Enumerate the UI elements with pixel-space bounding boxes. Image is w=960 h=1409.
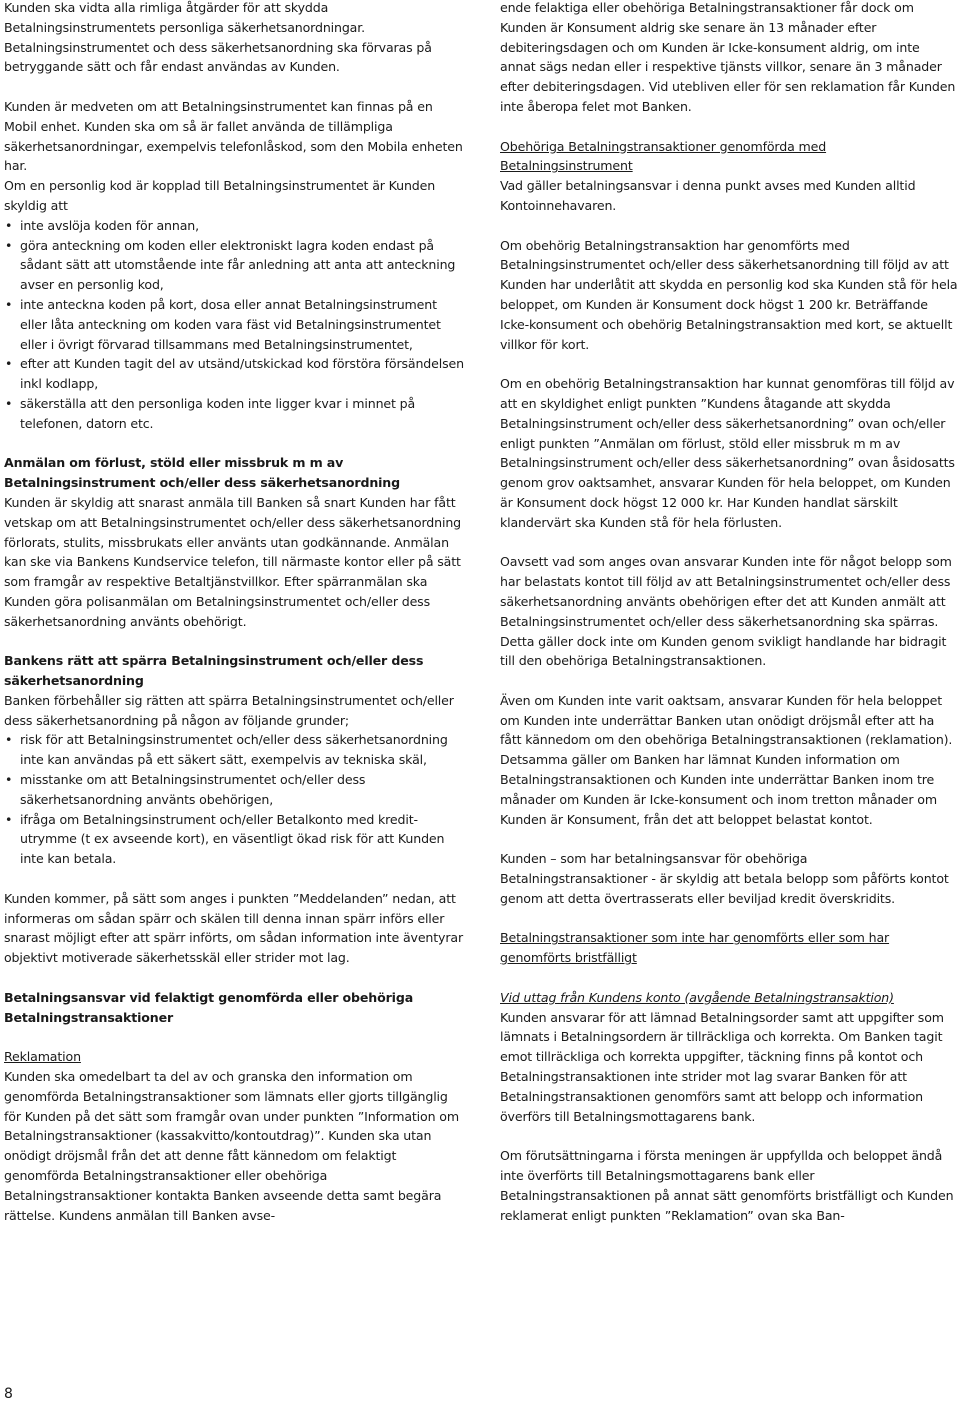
heading-anmalan: Anmälan om förlust, stöld eller missbruk m m av Betalningsinstrument och/eller dess säkerhetsanordning xyxy=(4,455,400,491)
paragraph-aven: Även om Kunden inte varit oaktsam, ansvarar Kunden för hela beloppet om Kunden inte underrättar Banken utan onödigt dröjsmål efter att ha fått kännedom om den obehöriga Betalningstransaktionen (reklamation). Detsamma gäller om Banken har lämnat Kunden information om Betalningstransaktionen och Kunden inte underrättar Banken inom tre månader om Kunden är Icke-konsument och inom tretton månader om Kunden är Konsument, från det att beloppet belastat kontot. xyxy=(500,692,953,827)
paragraph-vad: Vad gäller betalningsansvar i denna punkt avses med Kunden alltid Kontoinnehavaren. xyxy=(500,178,916,213)
paragraph-oavsett: Oavsett vad som anges ovan ansvarar Kunden inte för något belopp som har belastats kontot till följd av att Betalningsinstrumentet och/eller dess säkerhetsanordning använts obehörigen efter det att Kunden anmält att Betalningsinstrumentet och/eller dess säkerhetsanordning ska spärras. Detta gäller dock inte om Kunden genom svikligt handlande har bidragit till den obehöriga Betalningstransaktionen. xyxy=(500,554,952,669)
subheading-vid-uttag: Vid uttag från Kundens konto (avgående Betalningstransaktion) xyxy=(500,989,894,1005)
heading-sparra: Bankens rätt att spärra Betalningsinstrument och/eller dess säkerhetsanordning xyxy=(4,653,424,689)
list-item: • säkerställa att den personliga koden inte ligger kvar i minnet på telefonen, datorn etc. xyxy=(4,394,466,434)
paragraph-grov: Om en obehörig Betalningstransaktion har kunnat genomföras till följd av att en skyldighet enligt punkten ”Kundens åtagande att skydda Betalningsinstrument och/eller dess säkerhetsanordning” ovan och/eller enligt punkten ”Anmälan om förlust, stöld eller missbruk m m av Betalningsinstrument och/eller dess säkerhetsanordning” ovan åsidosatts genom grov oaktsamhet, ansvarar Kunden för hela beloppet, om Kunden är Konsument dock högst 12 000 kr. Har Kunden handlat särskilt klandervärt ska Kunden stå för hela förlusten. xyxy=(500,376,955,530)
paragraph-vid-uttag: Kunden ansvarar för att lämnad Betalningsorder samt att uppgifter som lämnats i Betalningsordern är tillräckliga och korrekta. Om Banken tagit emot tillräckliga och korrekta uppgifter, täckning finns på kontot och Betalningstransaktionen inte strider mot lag svarar Banken för att Betalningstransaktionen genomförs samt att belopp och information överförs till Betalningsmottagarens bank. xyxy=(500,1009,944,1124)
paragraph-mobil: Kunden är medveten om att Betalningsinstrumentet kan finnas på en Mobil enhet. Kunden ska om så är fallet använda de tillämpliga säkerhetsanordningar, exempelvis telefonlåskod, som den Mobila enheten har. xyxy=(4,98,463,174)
right-column xyxy=(500,0,958,1245)
kod-list xyxy=(4,216,466,434)
list-item: • inte avslöja koden för annan, xyxy=(4,216,466,236)
left-column xyxy=(4,0,466,1245)
heading-ansvar: Betalningsansvar vid felaktigt genomförda eller obehöriga Betalningstransaktioner xyxy=(4,989,414,1025)
subheading-reklamation: Reklamation xyxy=(4,1049,81,1065)
list-item: • risk för att Betalningsinstrumentet och/eller dess säkerhetsanordning inte kan användas på ett säkert sätt, exempelvis av tekniska skäl, xyxy=(4,730,466,770)
page-number: 8 xyxy=(4,1386,13,1402)
list-item: • ifråga om Betalningsinstrument och/eller Betalkonto med kreditutrymme (t ex avseende kort), en väsentligt ökad risk för att Kunden inte kan betala. xyxy=(4,810,466,869)
paragraph-om-forutsattningarna: Om förutsättningarna i första meningen är uppfyllda och beloppet ändå inte överförts till Betalningsmottagarens bank eller Betalningstransaktionen på annat sätt genomförts bristfälligt och Kunden reklamerat enligt punkten ”Reklamation” ovan ska Ban- xyxy=(500,1148,954,1223)
subheading-obehoriga: Obehöriga Betalningstransaktioner genomförda med Betalningsinstrument xyxy=(500,138,827,174)
paragraph-kod: Om en personlig kod är kopplad till Betalningsinstrumentet är Kunden skyldig att xyxy=(4,178,436,213)
sparra-list xyxy=(4,730,466,869)
paragraph-meddelanden: Kunden kommer, på sätt som anges i punkten ”Meddelanden” nedan, att informeras om sådan spärr och skälen till denna innan spärr införs eller snarast möjligt efter att spärr införts, om sådan information inte äventyrar objektivt motiverade säkerhetsskäl eller strider mot lag. xyxy=(4,890,463,966)
list-item: • efter att Kunden tagit del av utsänd/utskickad kod förstöra försändelsen inkl kodlapp, xyxy=(4,354,466,394)
paragraph-sparra: Banken förbehåller sig rätten att spärra Betalningsinstrumentet och/eller dess säkerhetsanordning på någon av följande grunder; xyxy=(4,692,454,728)
paragraph-obehorig: Om obehörig Betalningstransaktion har genomförts med Betalningsinstrumentet och/eller dess säkerhetsanordning till följd av att Kunden har underlåtit att skydda en personlig kod ska Kunden stå för hela beloppet, om Kunden är Konsument dock högst 1 200 kr. Beträffande Icke-konsument och obehörig Betalningstransaktion med kort, se aktuellt villkor för kort. xyxy=(500,237,958,352)
list-item: • göra anteckning om koden eller elektroniskt lagra koden endast på sådant sätt att utomstående inte får anledning att anta att anteckning avser en personlig kod, xyxy=(4,236,466,295)
paragraph-kunden: Kunden – som har betalningsansvar för obehöriga Betalningstransaktioner - är skyldig att betala belopp som påförts kontot genom att detta övertrasserats eller beviljad kredit överskridits. xyxy=(500,851,949,906)
paragraph-anmalan: Kunden är skyldig att snarast anmäla till Banken så snart Kunden har fått vetskap om att Betalningsinstrumentet och/eller dess säkerhetsanordning förlorats, stulits, missbrukats eller använts utan godkännande. Anmälan kan ske via Bankens Kundservice telefon, till närmaste kontor eller på sätt som framgår av respektive Betaltjänstvillkor. Efter spärranmälan ska Kunden göra polisanmälan om Betalningsinstrumentet och/eller dess säkerhetsanordning använts obehörigt. xyxy=(4,494,461,629)
list-item: • misstanke om att Betalningsinstrumentet och/eller dess säkerhetsanordning använts obehörigen, xyxy=(4,770,466,810)
paragraph-reklamation: Kunden ska omedelbart ta del av och granska den information om genomförda Betalningstransaktioner som lämnats eller gjorts tillgänglig för Kunden på det sätt som framgår ovan under punkten ”Information om Betalningstransaktioner (kassakvitto/kontoutdrag)”. Kunden ska utan onödigt dröjsmål från det att denne fått kännedom om felaktigt genomförda Betalningstransaktioner eller obehöriga Betalningstransaktioner kontakta Banken avseende detta samt begära rättelse. Kundens anmälan till Banken avse- xyxy=(4,1069,459,1223)
list-item: • inte anteckna koden på kort, dosa eller annat Betalningsinstrument eller låta anteckning om koden vara fäst vid Betalningsinstrumentet eller i övrigt förvarad tillsammans med Betalningsinstrumentet, xyxy=(4,295,466,354)
subheading-bristfalligt: Betalningstransaktioner som inte har genomförts eller som har genomförts bristfälligt xyxy=(500,930,890,966)
paragraph-continued: ende felaktiga eller obehöriga Betalningstransaktioner får dock om Kunden är Konsument aldrig ske senare än 13 månader efter debiteringsdagen och om Kunden är Icke-konsument aldrig, om inte annat sägs nedan eller i respektive tjänsts villkor, senare än 3 månader efter debiteringsdagen. Vid utebliven eller för sen reklamation får Kunden inte åberopa felet mot Banken. xyxy=(500,0,956,114)
paragraph-intro: Kunden ska vidta alla rimliga åtgärder för att skydda Betalningsinstrumentets personliga säkerhetsanordningar. Betalningsinstrumentet och dess säkerhetsanordning ska förvaras på betryggande sätt och får endast användas av Kunden. xyxy=(4,0,432,75)
